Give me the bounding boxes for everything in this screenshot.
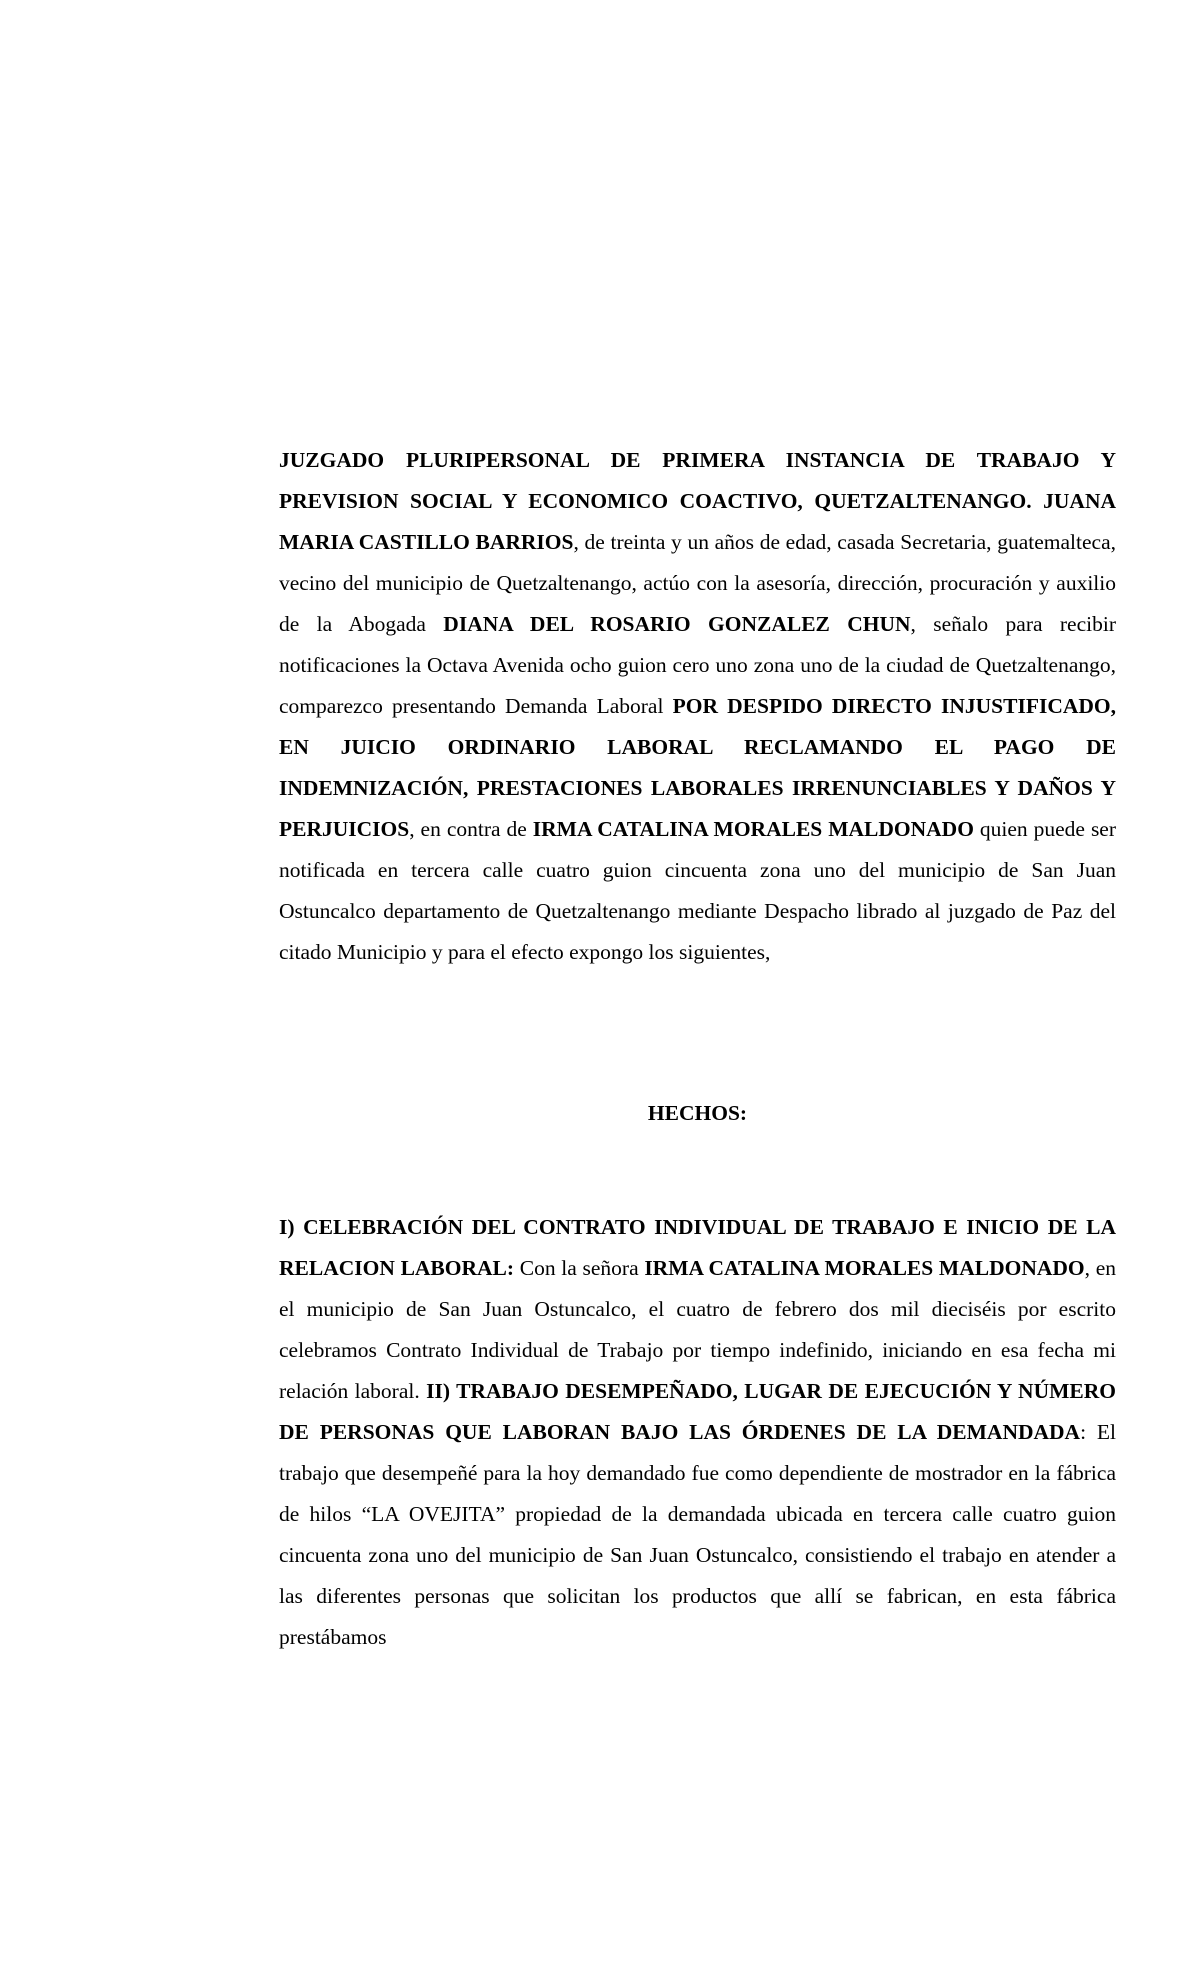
fact-1-heading: I) CELEBRACIÓN DEL CONTRATO INDIVIDUAL DE TRABAJO E INICIO DE LA RELACION LABORAL: [279,1215,1116,1280]
fact-1-defendant-name: IRMA CATALINA MORALES MALDONADO [644,1256,1085,1280]
intro-paragraph [279,440,1116,973]
court-name: JUZGADO PLURIPERSONAL DE PRIMERA INSTANCIA DE TRABAJO Y PREVISION SOCIAL Y ECONOMICO COACTIVO, QUETZALTENANGO. [279,448,1116,513]
claim-title: POR DESPIDO DIRECTO INJUSTIFICADO, EN JUICIO ORDINARIO LABORAL RECLAMANDO EL PAGO DE INDEMNIZACIÓN, PRESTACIONES LABORALES IRRENUNCIABLES Y DAÑOS Y PERJUICIOS [279,694,1116,841]
lawyer-name: DIANA DEL ROSARIO GONZALEZ CHUN [443,612,911,636]
fact-1-text-a: Con la señora [514,1256,645,1280]
intro-text-c: , en contra de [409,817,533,841]
intro-text-a: , de treinta y un años de edad, casada Secretaria, guatemalteca, vecino del municipio de Quetzaltenango, actúo con la asesoría, dirección, procuración y auxilio de la Abogada [279,530,1116,636]
fact-2-heading: II) TRABAJO DESEMPEÑADO, LUGAR DE EJECUCIÓN Y NÚMERO DE PERSONAS QUE LABORAN BAJO LAS ÓRDENES DE LA DEMANDADA [279,1379,1116,1444]
defendant-name: IRMA CATALINA MORALES MALDONADO [532,817,974,841]
fact-1-text-b: , en el municipio de San Juan Ostuncalco, el cuatro de febrero dos mil dieciséis por escrito celebramos Contrato Individual de Trabajo por tiempo indefinido, iniciando en esa fecha mi relación laboral. [279,1256,1117,1403]
intro-text-d: quien puede ser notificada en tercera calle cuatro guion cincuenta zona uno del municipio de San Juan Ostuncalco departamento de Quetzaltenango mediante Despacho librado al juzgado de Paz del citado Municipio y para el efecto expongo los siguientes, [279,817,1117,964]
facts-paragraph [279,1207,1116,1658]
fact-2-text: : El trabajo que desempeñé para la hoy demandado fue como dependiente de mostrador en la fábrica de hilos “LA OVEJITA” propiedad de la demandada ubicada en tercera calle cuatro guion cincuenta zona uno del municipio de San Juan Ostuncalco, consistiendo el trabajo en atender a las diferentes personas que solicitan los productos que allí se fabrican, en esta fábrica prestábamos [279,1420,1116,1649]
intro-text-b: , señalo para recibir notificaciones la Octava Avenida ocho guion cero uno zona uno de la ciudad de Quetzaltenango, comparezco presentando Demanda Laboral [279,612,1116,718]
plaintiff-name: JUANA MARIA CASTILLO BARRIOS [279,489,1116,554]
section-heading: HECHOS: [647,1101,748,1125]
